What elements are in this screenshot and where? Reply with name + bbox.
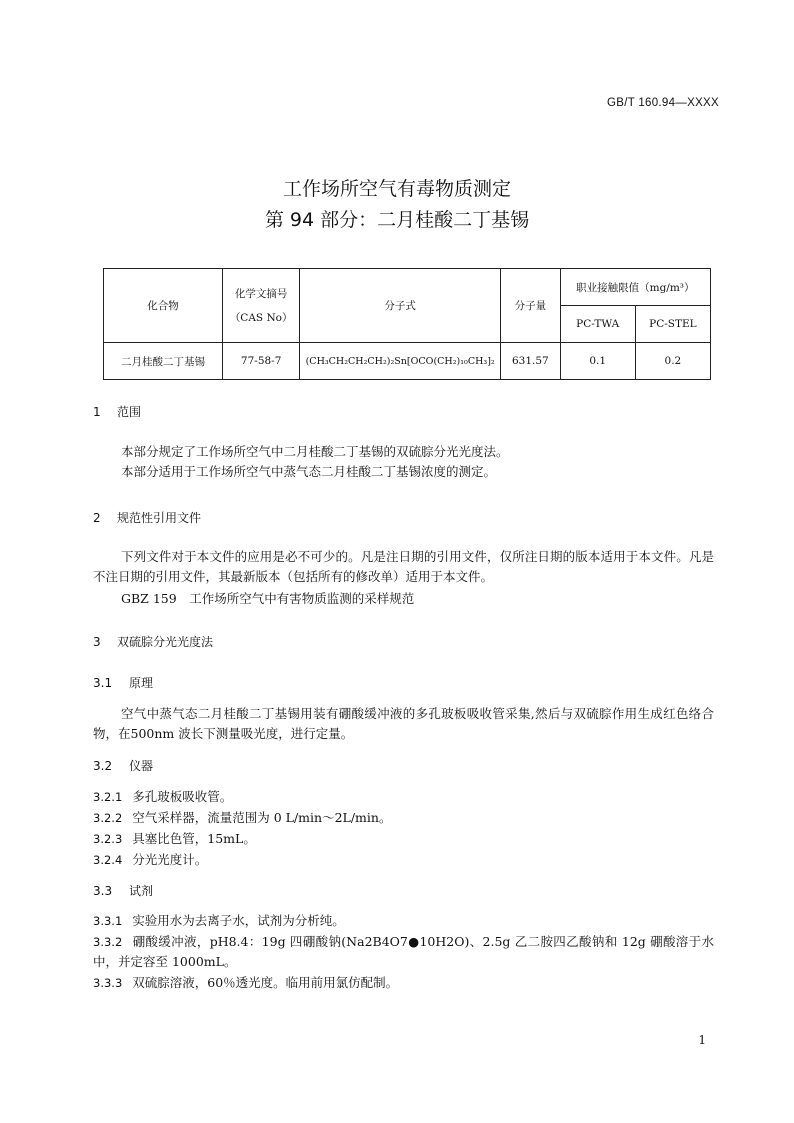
item-number: 3.3.3	[93, 976, 123, 990]
section-2-heading	[93, 509, 201, 526]
section-number: 3	[93, 635, 101, 649]
section-title: 仪器	[129, 759, 154, 773]
section-title: 规范性引用文件	[117, 511, 202, 525]
cell-pc-stel: 0.2	[635, 343, 710, 380]
page-number: 1	[698, 1033, 706, 1047]
list-item	[93, 911, 714, 931]
list-item	[93, 787, 714, 807]
header-cas	[223, 269, 300, 343]
item-number: 3.3.1	[93, 914, 123, 928]
item-text: 实验用水为去离子水，试剂为分析纯。	[132, 913, 345, 928]
section-title: 双硫腙分光光度法	[117, 635, 214, 649]
section-number: 1	[93, 405, 101, 419]
section-title: 试剂	[129, 884, 154, 898]
item-text: 分光光度计。	[132, 852, 208, 867]
list-item	[93, 850, 714, 870]
section-title: 原理	[129, 676, 154, 690]
header-cas-line2: （CAS No）	[229, 311, 293, 324]
item-number: 3.3.2	[93, 935, 123, 949]
document-title: 工作场所空气有毒物质测定	[282, 178, 511, 200]
list-item	[93, 932, 714, 972]
section-3-1-heading	[93, 674, 153, 691]
section-1-heading	[93, 403, 141, 420]
cell-cas: 77-58-7	[223, 343, 300, 380]
header-formula: 分子式	[300, 269, 501, 343]
item-text: 多孔玻板吸收管。	[132, 789, 233, 804]
item-number: 3.2.3	[93, 832, 123, 846]
cell-molecular-weight: 631.57	[501, 343, 561, 380]
item-text: 双硫腙溶液，60％透光度。临用前用氯仿配制。	[132, 975, 399, 990]
item-text: 硼酸缓冲液，pH8.4：19g 四硼酸钠(Na2B4O7●10H2O)、2.5g 乙二胺四乙酸钠和 12g 硼酸溶于水中，并定容至 1000mL。	[93, 934, 714, 969]
document-subtitle: 第 94 部分：二月桂酸二丁基锡	[264, 209, 530, 231]
list-item	[93, 973, 714, 993]
substance-table	[103, 268, 711, 380]
section-number: 2	[93, 511, 101, 525]
list-item	[93, 808, 714, 828]
cell-formula: (CH₃CH₂CH₂CH₂)₂Sn[OCO(CH₂)₁₀CH₃]₂	[300, 343, 501, 380]
item-text: 空气采样器，流量范围为 0 L/min～2L/min。	[132, 810, 392, 825]
item-number: 3.2.2	[93, 811, 123, 825]
section-number: 3.1	[93, 676, 113, 690]
section-3-2-heading	[93, 757, 153, 774]
section-1-paragraph-2: 本部分适用于工作场所空气中蒸气态二月桂酸二丁基锡浓度的测定。	[121, 464, 497, 479]
cell-compound: 二月桂酸二丁基锡	[104, 343, 223, 380]
header-pc-twa: PC-TWA	[560, 306, 635, 343]
header-cas-line1: 化学文摘号	[234, 287, 288, 300]
header-exposure-limit: 职业接触限值（mg/m³）	[560, 269, 710, 306]
cell-pc-twa: 0.1	[560, 343, 635, 380]
section-3-3-heading	[93, 882, 153, 899]
item-number: 3.2.4	[93, 853, 123, 867]
header-molecular-weight: 分子量	[501, 269, 561, 343]
item-number: 3.2.1	[93, 790, 123, 804]
section-3-heading	[93, 633, 213, 650]
section-number: 3.2	[93, 759, 113, 773]
section-3-1-paragraph: 空气中蒸气态二月桂酸二丁基锡用装有硼酸缓冲液的多孔玻板吸收管采集,然后与双硫腙作用生成红色络合物，在500nm 波长下测量吸光度，进行定量。	[93, 706, 714, 741]
table-row	[104, 343, 711, 380]
section-2-reference: GBZ 159 工作场所空气中有害物质监测的采样规范	[121, 591, 415, 606]
section-1-paragraph-1: 本部分规定了工作场所空气中二月桂酸二丁基锡的双硫腙分光光度法。	[121, 444, 509, 459]
list-item	[93, 829, 714, 849]
section-number: 3.3	[93, 884, 113, 898]
section-title: 范围	[117, 405, 142, 419]
standard-code: GB/T 160.94—XXXX	[607, 97, 719, 109]
item-text: 具塞比色管，15mL。	[132, 831, 256, 846]
header-pc-stel: PC-STEL	[635, 306, 710, 343]
section-2-paragraph-1: 下列文件对于本文件的应用是必不可少的。凡是注日期的引用文件，仅所注日期的版本适用于本文件。凡是不注日期的引用文件，其最新版本（包括所有的修改单）适用于本文件。	[93, 549, 714, 584]
header-compound: 化合物	[104, 269, 223, 343]
